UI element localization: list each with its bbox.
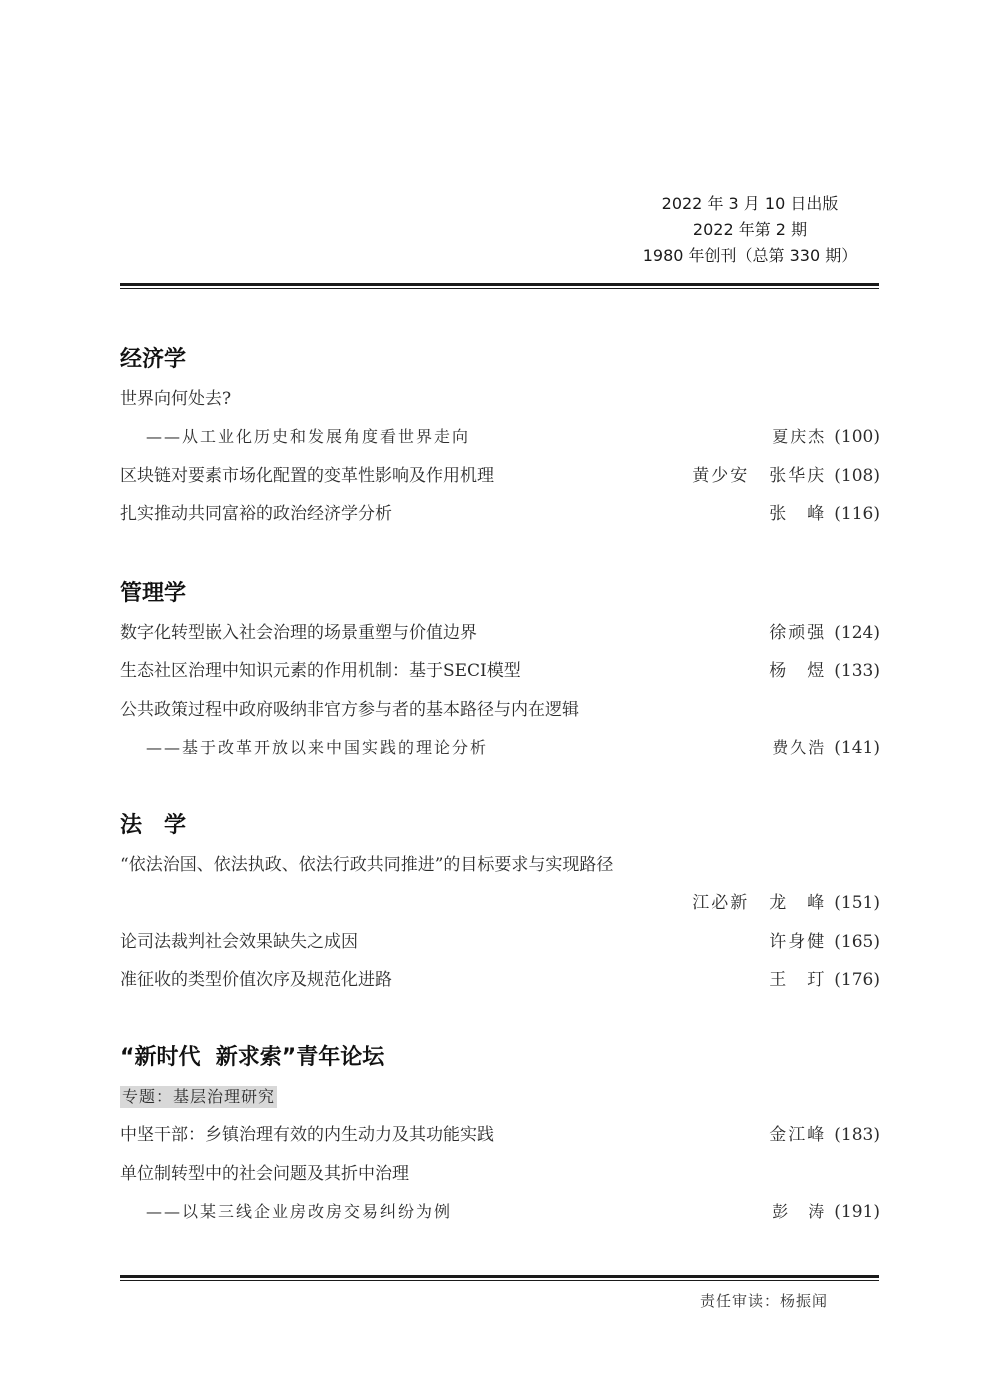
article-title: 论司法裁判社会效果缺失之成因 [120, 931, 358, 952]
section-title: 法 学 [120, 813, 187, 838]
author-name: 夏庆杰 [772, 427, 827, 447]
author-name: 彭 涛 [772, 1201, 827, 1221]
page-number: (141) [834, 737, 880, 758]
author-name: 黄少安 [692, 465, 750, 486]
article-title: 数字化转型嵌入社会治理的场景重塑与价值边界 [120, 623, 477, 643]
toc-entry[interactable] [120, 380, 880, 418]
publication-info [600, 191, 900, 269]
page-number: (124) [834, 623, 880, 643]
section-management [120, 574, 880, 767]
author-name: 杨 煜 [769, 661, 827, 682]
topic-label: 专题：基层治理研究 [122, 1087, 276, 1107]
article-title: 扎实推动共同富裕的政治经济学分析 [120, 503, 392, 524]
section-title: 管理学 [120, 581, 187, 606]
article-title: 生态社区治理中知识元素的作用机制：基于SECI模型 [120, 661, 521, 682]
publish-date: 2022 年 3 月 10 日出版 [661, 194, 839, 213]
article-title: “依法治国、依法执政、依法行政共同推进”的目标要求与实现路径 [120, 855, 614, 875]
top-divider [120, 283, 879, 289]
article-title: 准征收的类型价值次序及规范化进路 [120, 969, 392, 990]
article-subtitle: ——以某三线企业房改房交易纠纷为例 [146, 1201, 453, 1221]
toc-entry-authors[interactable] [120, 884, 880, 922]
article-subtitle: ——基于改革开放以来中国实践的理论分析 [146, 737, 489, 757]
toc-entry[interactable] [120, 1155, 880, 1193]
article-title: 区块链对要素市场化配置的变革性影响及作用机理 [120, 465, 494, 486]
page-number: (108) [834, 465, 880, 486]
toc-entry[interactable] [120, 652, 880, 690]
editor-credit: 责任审读：杨振闻 [700, 1292, 829, 1310]
toc-entry-subtitle[interactable] [120, 729, 880, 767]
toc-entry[interactable] [120, 846, 880, 884]
author-name: 徐顽强 [769, 623, 827, 643]
article-title: 世界向何处去? [120, 389, 232, 409]
page-number: (133) [834, 661, 880, 682]
author-name: 王 玎 [769, 969, 827, 990]
page-number: (116) [834, 503, 880, 524]
author-name: 金江峰 [769, 1125, 827, 1146]
author-name: 张华庆 [769, 465, 827, 486]
page-number: (183) [834, 1125, 880, 1146]
toc-entry[interactable] [120, 1116, 880, 1154]
author-name: 张 峰 [769, 503, 827, 524]
section-title: 经济学 [120, 347, 187, 372]
article-title: 公共政策过程中政府吸纳非官方参与者的基本路径与内在逻辑 [120, 699, 579, 720]
article-subtitle: ——从工业化历史和发展角度看世界走向 [146, 427, 471, 447]
founding-info: 1980 年创刊（总第 330 期） [642, 246, 858, 265]
toc-entry[interactable] [120, 495, 880, 533]
article-title: 中坚干部：乡镇治理有效的内生动力及其功能实践 [120, 1125, 494, 1146]
author-name: 龙 峰 [769, 893, 827, 914]
section-law [120, 806, 880, 999]
page-number: (176) [834, 969, 880, 990]
toc-entry[interactable] [120, 923, 880, 961]
toc-entry-subtitle[interactable] [120, 1193, 880, 1231]
page-number: (151) [834, 893, 880, 914]
author-name: 许身健 [769, 931, 827, 952]
toc-entry-subtitle[interactable] [120, 418, 880, 456]
toc-entry[interactable] [120, 614, 880, 652]
author-name: 江必新 [692, 893, 750, 914]
author-name: 费久浩 [772, 737, 827, 757]
toc-entry[interactable] [120, 457, 880, 495]
bottom-divider [120, 1275, 879, 1281]
section-youth-forum [120, 1038, 880, 1231]
toc-entry[interactable] [120, 691, 880, 729]
page-number: (165) [834, 931, 880, 952]
issue-number: 2022 年第 2 期 [692, 220, 808, 239]
article-title: 单位制转型中的社会问题及其折中治理 [120, 1163, 409, 1184]
section-title: “新时代 新求索”青年论坛 [120, 1045, 385, 1070]
section-economics [120, 340, 880, 533]
page-number: (100) [834, 427, 880, 448]
toc-entry[interactable] [120, 961, 880, 999]
page-number: (191) [834, 1201, 880, 1222]
